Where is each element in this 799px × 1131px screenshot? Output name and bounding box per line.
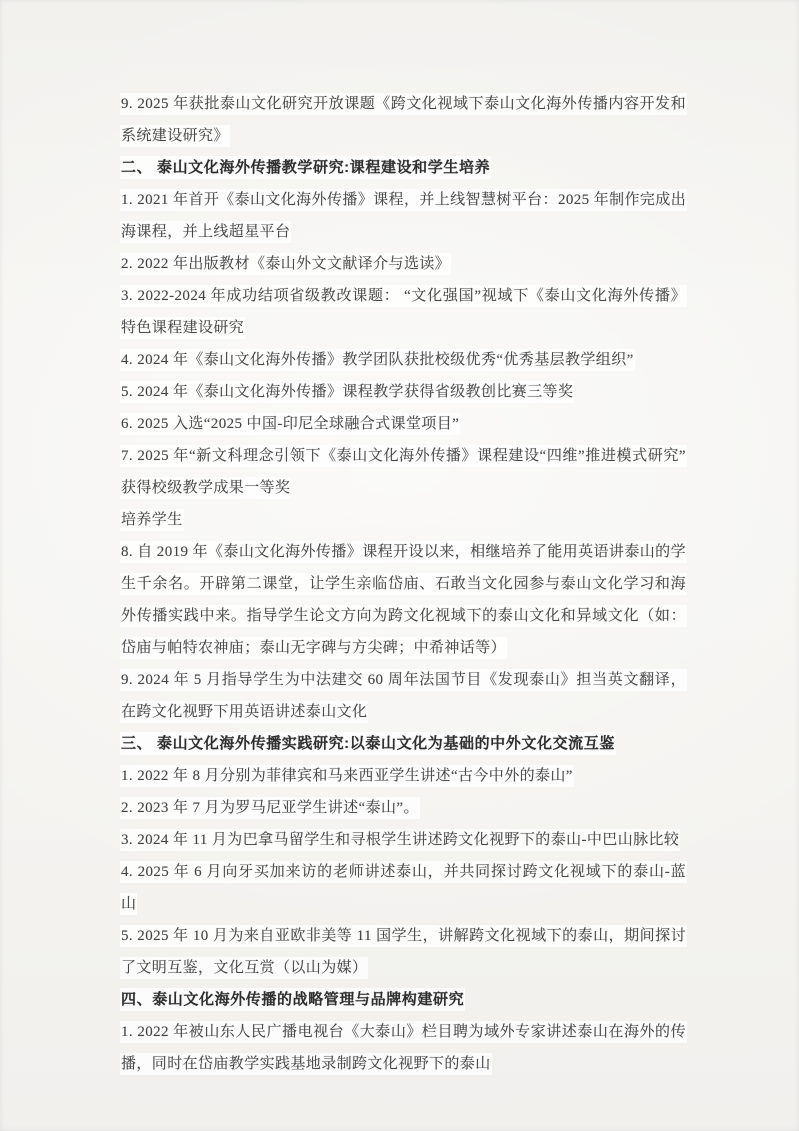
paragraph-text: 9. 2024 年 5 月指导学生为中法建交 60 周年法国节目《发现泰山》担当英文翻译，在跨文化视野下用英语讲述泰山文化 (120, 669, 687, 723)
body-paragraph (120, 440, 687, 504)
body-paragraph (120, 824, 687, 856)
paragraph-text: 5. 2025 年 10 月为来自亚欧非美等 11 国学生，讲解跨文化视域下的泰山，期间探讨了文明互鉴，文化互赏（以山为媒） (120, 925, 687, 979)
paragraph-text: 四、泰山文化海外传播的战略管理与品牌构建研究 (120, 988, 465, 1011)
body-paragraph (120, 184, 687, 248)
body-paragraph (120, 280, 687, 344)
paragraph-text: 6. 2025 入选“2025 中国-印尼全球融合式课堂项目” (120, 413, 460, 435)
section-heading (120, 728, 687, 760)
paragraph-text: 3. 2024 年 11 月为巴拿马留学生和寻根学生讲述跨文化视野下的泰山-中巴山脉比较 (120, 829, 680, 851)
paragraph-text: 5. 2024 年《泰山文化海外传播》课程教学获得省级教创比赛三等奖 (120, 381, 574, 403)
paragraph-text: 1. 2021 年首开《泰山文化海外传播》课程，并上线智慧树平台：2025 年制作完成出海课程，并上线超星平台 (120, 189, 687, 243)
paragraph-text: 8. 自 2019 年《泰山文化海外传播》课程开设以来，相继培养了能用英语讲泰山的学生千余名。开辟第二课堂，让学生亲临岱庙、石敢当文化园参与泰山文化学习和海外传播实践中来。指导学生论文方向为跨文化视域下的泰山文化和异域文化（如：岱庙与帕特农神庙；泰山无字碑与方尖碑；中希神话等） (120, 541, 687, 659)
paragraph-text: 2. 2023 年 7 月为罗马尼亚学生讲述“泰山”。 (120, 797, 420, 819)
body-paragraph (120, 760, 687, 792)
body-paragraph (120, 1016, 687, 1080)
paragraph-text: 4. 2024 年《泰山文化海外传播》教学团队获批校级优秀“优秀基层教学组织” (120, 349, 635, 371)
body-paragraph (120, 920, 687, 984)
paragraph-text: 9. 2025 年获批泰山文化研究开放课题《跨文化视域下泰山文化海外传播内容开发和系统建设研究》 (120, 93, 687, 147)
paragraph-text: 3. 2022-2024 年成功结项省级教改课题： “文化强国”视域下《泰山文化海外传播》特色课程建设研究 (120, 285, 687, 339)
body-paragraph (120, 504, 687, 536)
section-heading (120, 152, 687, 184)
body-paragraph (120, 344, 687, 376)
paragraph-text: 2. 2022 年出版教材《泰山外文文献译介与选读》 (120, 253, 451, 275)
document-content (120, 88, 687, 1080)
body-paragraph (120, 536, 687, 664)
body-paragraph (120, 856, 687, 920)
paragraph-text: 1. 2022 年 8 月分别为菲律宾和马来西亚学生讲述“古今中外的泰山” (120, 765, 574, 787)
paragraph-text: 4. 2025 年 6 月向牙买加来访的老师讲述泰山，并共同探讨跨文化视域下的泰山-蓝山 (120, 861, 687, 915)
paragraph-text: 二、 泰山文化海外传播教学研究:课程建设和学生培养 (120, 156, 491, 179)
body-paragraph (120, 792, 687, 824)
paragraph-text: 三、 泰山文化海外传播实践研究:以泰山文化为基础的中外文化交流互鉴 (120, 732, 616, 755)
body-paragraph (120, 664, 687, 728)
body-paragraph (120, 248, 687, 280)
body-paragraph (120, 408, 687, 440)
paragraph-text: 1. 2022 年被山东人民广播电视台《大泰山》栏目聘为域外专家讲述泰山在海外的传播，同时在岱庙教学实践基地录制跨文化视野下的泰山 (120, 1021, 687, 1075)
paragraph-text: 7. 2025 年“新文科理念引领下《泰山文化海外传播》课程建设“四维”推进模式研究”获得校级教学成果一等奖 (120, 445, 687, 499)
paragraph-text: 培养学生 (120, 509, 184, 531)
body-paragraph (120, 376, 687, 408)
section-heading (120, 984, 687, 1016)
body-paragraph (120, 88, 687, 152)
